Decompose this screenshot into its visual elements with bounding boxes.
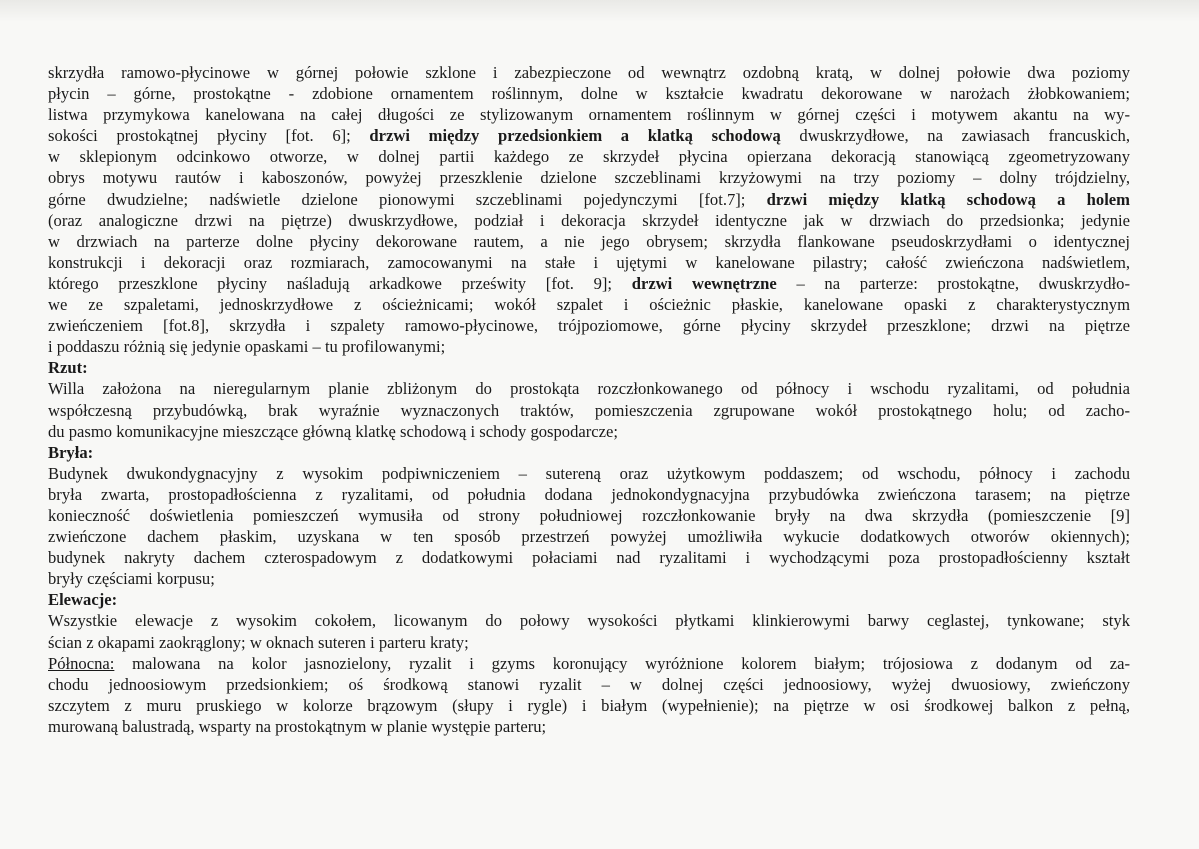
bold-text: Elewacje:	[48, 590, 118, 610]
text-span: w drzwiach na parterze dolne płyciny dekorowane rautem, a nie jego obrysem; skrzydła flankowane pseudoskrzydłami o identycznej	[48, 231, 1130, 251]
text-line	[48, 189, 1130, 210]
text-line	[48, 378, 1130, 399]
text-span: listwa przymykowa kanelowana na całej długości ze stylizowanym ornamentem roślinnym w górnej części i motywem akantu na wy-	[48, 105, 1130, 125]
text-line	[48, 104, 1130, 125]
text-span: Budynek dwukondygnacyjny z wysokim podpiwniczeniem – sutereną oraz użytkowym poddaszem; od wschodu, północy i zachodu	[48, 463, 1130, 483]
text-span: chodu jednoosiowym przedsionkiem; oś środkową stanowi ryzalit – w dolnej części jednoosiowy, wyżej dwuosiowy, zwieńczony	[48, 674, 1130, 694]
text-line	[48, 357, 1130, 378]
text-span: bryła zwarta, prostopadłościenna z ryzalitami, od południa dodana jednokondygnacyjna przybudówka zwieńczona tarasem; na piętrze	[48, 484, 1130, 504]
text-line	[48, 125, 1130, 146]
text-line	[48, 421, 1130, 442]
underlined-heading: Północna:	[48, 653, 115, 673]
text-span: murowaną balustradą, wsparty na prostokątnym w planie występie parteru;	[48, 716, 547, 736]
text-line	[48, 547, 1130, 568]
bold-text: Rzut:	[48, 358, 88, 378]
text-line	[48, 653, 1130, 674]
text-span: konstrukcji i dekoracji oraz rozmiarach, zamocowanymi na stałe i ujętymi w kanelowane pilastry; całość zwieńczona nadświetlem,	[48, 252, 1130, 272]
text-line	[48, 336, 1130, 357]
text-span: w sklepionym odcinkowo otworze, w dolnej partii każdego ze skrzydeł płycina opierzana dekoracją stanowiącą zgeometryzowany	[48, 147, 1130, 167]
text-span: budynek nakryty dachem czterospadowym z dodatkowymi połaciami nad ryzalitami i wychodzącymi poza prostopadłościenny kształt	[48, 548, 1130, 568]
text-line	[48, 294, 1130, 315]
text-span: i poddaszu różnią się jedynie opaskami – tu profilowanymi;	[48, 337, 446, 357]
text-line	[48, 695, 1130, 716]
text-span: dwuskrzydłowe, na zawiasach francuskich,	[780, 126, 1131, 146]
text-span: obrys motywu rautów i kaboszonów, powyżej przeszklenie dzielone szczeblinami krzyżowymi na trzy poziomy – dolny trójdzielny,	[48, 168, 1130, 188]
text-line	[48, 400, 1130, 421]
text-span: (oraz analogiczne drzwi na piętrze) dwuskrzydłowe, podział i dekoracja skrzydeł identyczne jak w drzwiach do przedsionka; jedynie	[48, 210, 1130, 230]
text-line	[48, 716, 1130, 737]
scan-edge	[0, 0, 1199, 22]
text-span: du pasmo komunikacyjne mieszczące główną klatkę schodową i schody gospodarcze;	[48, 421, 618, 441]
text-line	[48, 526, 1130, 547]
bold-text: Bryła:	[48, 442, 94, 462]
text-span: sokości prostokątnej płyciny [fot. 6];	[48, 126, 370, 146]
text-span: Wszystkie elewacje z wysokim cokołem, licowanym do połowy wysokości płytkami klinkierowymi barwy ceglastej, tynkowane; styk	[48, 611, 1130, 631]
text-line	[48, 505, 1130, 526]
text-line	[48, 610, 1130, 631]
text-line	[48, 231, 1130, 252]
text-span: zwieńczone dachem płaskim, uzyskana w ten sposób przestrzeń powyżej umożliwiła wykucie dodatkowych otworów okiennych);	[48, 527, 1130, 547]
text-line	[48, 632, 1130, 653]
text-line	[48, 484, 1130, 505]
text-line	[48, 315, 1130, 336]
text-span: płycin – górne, prostokątne - zdobione ornamentem roślinnym, dolne w kształcie kwadratu dekorowane w narożach żłobkowaniem;	[48, 84, 1130, 104]
text-span: Willa założona na nieregularnym planie zbliżonym do prostokąta rozczłonkowanego od północy i wschodu ryzalitami, od południa	[48, 379, 1130, 399]
text-line	[48, 252, 1130, 273]
text-span: – na parterze: prostokątne, dwuskrzydło-	[776, 273, 1130, 293]
document-body	[48, 62, 1130, 737]
bold-text: drzwi między klatką schodową a holem	[766, 189, 1130, 209]
text-span: zwieńczeniem [fot.8], skrzydła i szpalety ramowo-płycinowe, trójpoziomowe, górne płyciny skrzydeł przeszklone; drzwi na piętrze	[48, 316, 1130, 336]
text-line	[48, 442, 1130, 463]
text-line	[48, 83, 1130, 104]
text-line	[48, 674, 1130, 695]
text-line	[48, 167, 1130, 188]
text-span: malowana na kolor jasnozielony, ryzalit i gzyms koronujący wyróżnione kolorem białym; trójosiowa z dodanym od za-	[114, 653, 1130, 673]
text-span: współczesną przybudówką, brak wyraźnie wyznaczonych traktów, pomieszczenia zgrupowane wokół prostokątnego holu; od zacho-	[48, 400, 1130, 420]
text-span: którego przeszklone płyciny naśladują arkadkowe prześwity [fot. 9];	[48, 273, 632, 293]
text-span: we ze szpaletami, jednoskrzydłowe z ościeżnicami; wokół szpalet i ościeżnic płaskie, kanelowane opaski z charakterystycznym	[48, 295, 1130, 315]
bold-text: drzwi między przedsionkiem a klatką schodową	[369, 126, 781, 146]
text-span: szczytem z muru pruskiego w kolorze brązowym (słupy i rygle) i białym (wypełnienie); na piętrze w osi środkowej balkon z pełną,	[48, 695, 1130, 715]
text-span: górne dwudzielne; nadświetle dzielone pionowymi szczeblinami pojedynczymi [fot.7];	[48, 189, 767, 209]
text-span: bryły częściami korpusu;	[48, 569, 215, 589]
text-line	[48, 273, 1130, 294]
text-line	[48, 210, 1130, 231]
text-line	[48, 62, 1130, 83]
text-line	[48, 463, 1130, 484]
text-line	[48, 146, 1130, 167]
text-line	[48, 568, 1130, 589]
text-line	[48, 589, 1130, 610]
bold-text: drzwi wewnętrzne	[631, 273, 777, 293]
text-span: konieczność doświetlenia pomieszczeń wymusiła od strony południowej rozczłonkowanie bryły na dwa skrzydła (pomieszczenie [9]	[48, 505, 1130, 525]
text-span: ścian z okapami zaokrąglony; w oknach suteren i parteru kraty;	[48, 632, 469, 652]
text-span: skrzydła ramowo-płycinowe w górnej połowie szklone i zabezpieczone od wewnątrz ozdobną kratą, w dolnej połowie dwa poziomy	[48, 63, 1130, 82]
